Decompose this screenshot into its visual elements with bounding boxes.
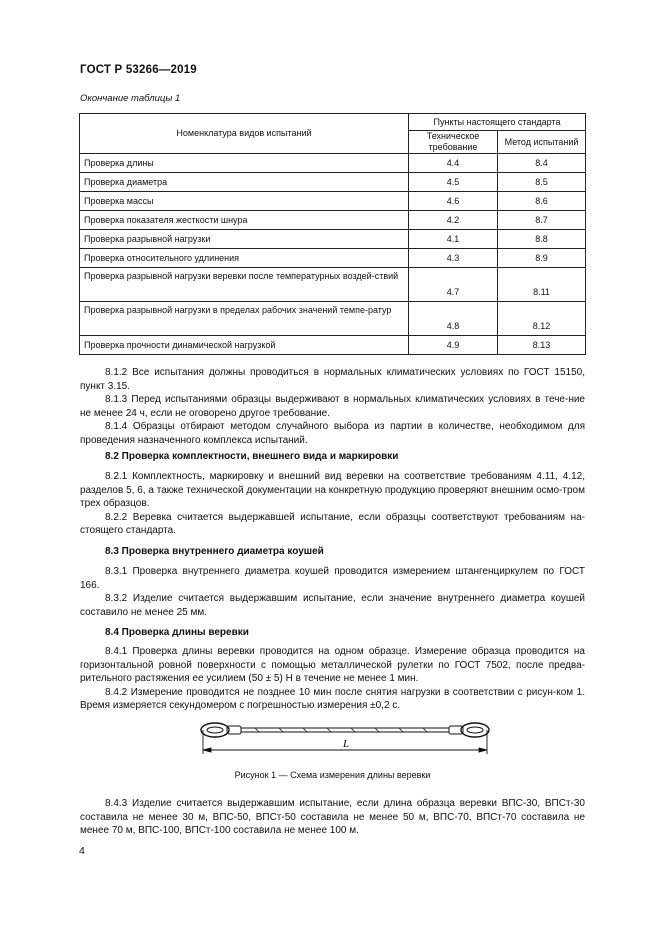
paragraph-8-1-2: 8.1.2 Все испытания должны проводиться в нормальных климатических условиях по ГОСТ 15150, пункт 3.15. [80,367,585,392]
table-row [80,230,586,249]
tests-table [79,113,586,355]
table-row [80,249,586,268]
table-row [80,192,586,211]
row-req: 4.2 [409,211,498,230]
paragraph-8-2-1: 8.2.1 Комплектность, маркировку и внешний вид веревки на соответствие требованиям 4.11, 4.12, разделов 5, 6, а также технической документации на конкретную продукцию проверяют внешним осмо-тром трех образцов. [80,471,585,509]
row-name: Проверка разрывной нагрузки веревки после температурных воздей-ствий [80,268,409,302]
paragraph-8-4-2: 8.4.2 Измерение проводится не позднее 10 мин после снятия нагрузки в соответствии с рисун-ком 1. Время измеряется секундомером с погрешностью измерения ±0,2 с. [80,686,585,711]
paragraph-block-8-3 [80,565,585,619]
paragraph-8-4-3: 8.4.3 Изделие считается выдержавшим испытание, если длина образца веревки ВПС-30, ВПСт-30 составила не менее 30 м, ВПС-50, ВПСт-50 составила не менее 50 м, ВПС-70, ВПСт-70 составила не менее 70 м, ВПС-100, ВПСт-100 составила не менее 100 м. [80,798,585,836]
row-method: 8.5 [498,173,586,192]
row-method: 8.7 [498,211,586,230]
row-req: 4.7 [409,268,498,302]
table-row [80,154,586,173]
row-name: Проверка диаметра [80,173,409,192]
paragraph-block-8-1 [80,366,585,447]
row-name: Проверка длины [80,154,409,173]
table-row [80,173,586,192]
group-header: Пункты настоящего стандарта [409,114,586,131]
table-row [80,268,586,302]
section-heading-8-4: 8.4 Проверка длины веревки [105,627,249,638]
page-number: 4 [79,845,85,857]
col-name-header: Номенклатура видов испытаний [80,114,409,154]
paragraph-block-8-2 [80,470,585,538]
paragraph-8-1-4: 8.1.4 Образцы отбирают методом случайного выбора из партии в количестве, необходимом для проведения назначенного комплекса испытаний. [80,421,585,446]
row-method: 8.12 [498,302,586,336]
row-method: 8.9 [498,249,586,268]
paragraph-8-4-1: 8.4.1 Проверка длины веревки проводится на одном образце. Измерение образца проводится на горизонтальной ровной поверхности с помощью металлической рулетки по ГОСТ 7502, после предва-рительного растяжения ее усилием (50 ± 5) Н в течение не менее 1 мин. [80,646,585,684]
col-req-header: Техническое требование [409,131,498,154]
row-method: 8.13 [498,336,586,355]
row-method: 8.4 [498,154,586,173]
figure-caption: Рисунок 1 — Схема измерения длины веревки [234,770,431,780]
col-method-header: Метод испытаний [498,131,586,154]
paragraph-8-1-3: 8.1.3 Перед испытаниями образцы выдерживают в нормальных климатических условиях в тече-ние не менее 24 ч, если не оговорено другое требование. [80,394,585,419]
rope-drawing [201,723,489,737]
rope-measurement-figure [195,718,495,766]
dimension-label: L [343,738,350,750]
table-row [80,211,586,230]
row-req: 4.8 [409,302,498,336]
row-name: Проверка разрывной нагрузки [80,230,409,249]
section-heading-8-2: 8.2 Проверка комплектности, внешнего вида и маркировки [105,451,399,462]
paragraph-8-3-2: 8.3.2 Изделие считается выдержавшим испытание, если значение внутреннего диаметра коушей составило не менее 25 мм. [80,593,585,618]
table-row [80,302,586,336]
paragraph-block-8-4 [80,645,585,713]
row-name: Проверка прочности динамической нагрузкой [80,336,409,355]
row-name: Проверка показателя жесткости шнура [80,211,409,230]
table-row [80,336,586,355]
paragraph-8-2-2: 8.2.2 Веревка считается выдержавшей испытание, если образцы соответствуют требованиям на-стоящего стандарта. [80,511,585,536]
row-req: 4.1 [409,230,498,249]
row-req: 4.6 [409,192,498,211]
row-req: 4.9 [409,336,498,355]
section-heading-8-3: 8.3 Проверка внутреннего диаметра коушей [105,546,324,557]
document-id: ГОСТ Р 53266—2019 [80,64,197,76]
row-method: 8.6 [498,192,586,211]
row-req: 4.5 [409,173,498,192]
table-caption: Окончание таблицы 1 [80,93,181,104]
row-name: Проверка массы [80,192,409,211]
paragraph-block-8-4-3 [80,797,585,838]
row-method: 8.11 [498,268,586,302]
row-name: Проверка относительного удлинения [80,249,409,268]
row-name: Проверка разрывной нагрузки в пределах рабочих значений темпе-ратур [80,302,409,336]
paragraph-8-3-1: 8.3.1 Проверка внутреннего диаметра коушей проводится измерением штангенциркулем по ГОСТ 166. [80,566,585,591]
row-req: 4.3 [409,249,498,268]
row-req: 4.4 [409,154,498,173]
row-method: 8.8 [498,230,586,249]
